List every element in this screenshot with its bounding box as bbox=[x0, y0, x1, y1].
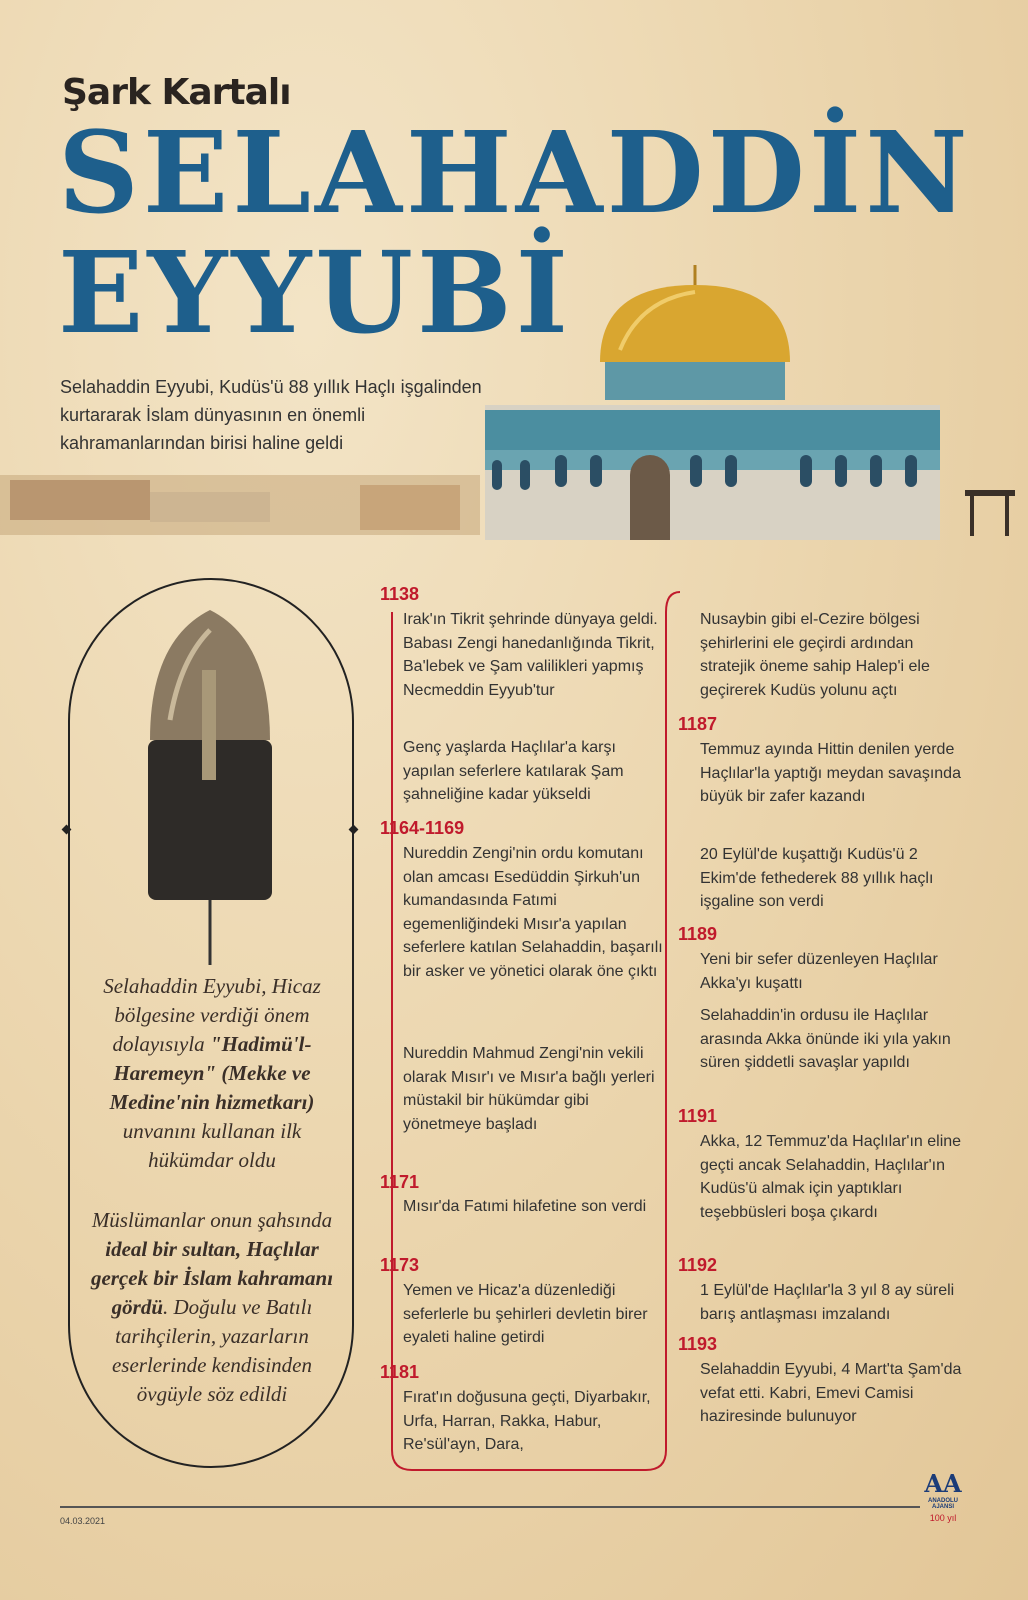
subtitle: Selahaddin Eyyubi, Kudüs'ü 88 yıllık Haçlı işgalinden kurtararak İslam dünyasının en önemli kahramanlarından birisi haline geldi bbox=[60, 377, 482, 453]
event-text: Irak'ın Tikrit şehrinde dünyaya geldi. Babası Zengi hanedanlığında Tikrit, Ba'lebek ve Şam valilikleri yapmış Necmeddin Eyyub'tur bbox=[403, 611, 658, 699]
event-text: Mısır'da Fatımi hilafetine son verdi bbox=[403, 1198, 647, 1215]
quote-2: Müslümanlar onun şahsında ideal bir sultan, Haçlılar gerçek bir İslam kahramanı gördü. Doğulu ve Batılı tarihçilerin, yazarların eserlerinde kendisinden övgüyle söz edildi bbox=[90, 1208, 334, 1406]
logo-text: ANADOLU AJANSI bbox=[928, 1498, 958, 1510]
event-text: Akka, 12 Temmuz'da Haçlılar'ın eline geçti ancak Selahaddin, Haçlılar'ın Kudüs'ü almak için yaptıkları teşebbüsleri boşa çıkardı bbox=[700, 1133, 962, 1221]
anadolu-ajansi-logo bbox=[918, 1470, 968, 1523]
helmet-illustration bbox=[140, 600, 280, 970]
event-text: 20 Eylül'de kuşattığı Kudüs'ü 2 Ekim'de fethederek 88 yıllık haçlı işgaline son verdi bbox=[700, 846, 934, 910]
kicker: Şark Kartalı bbox=[62, 72, 291, 113]
logo-mark: AA bbox=[924, 1469, 962, 1498]
year-1171: 1171 bbox=[380, 1172, 420, 1192]
timeline-connector bbox=[380, 590, 700, 1490]
event-text: Nureddin Zengi'nin ordu komutanı olan amcası Esedüddin Şirkuh'un kumandasında Fatımi egemenliğindeki Mısır'a yapılan seferlere katılan Selahaddin, başarılı bir asker ve yönetici olarak öne çıktı bbox=[403, 845, 663, 980]
event-text: Selahaddin'in ordusu ile Haçlılar arasında Akka önünde iki yıla yakın süren şiddetli savaşlar yapıldı bbox=[700, 1007, 951, 1071]
year-1173: 1173 bbox=[380, 1255, 420, 1275]
year-1189: 1189 bbox=[678, 924, 718, 944]
quote-1: Selahaddin Eyyubi, Hicaz bölgesine verdiği önem dolayısıyla "Hadimü'l-Haremeyn" (Mekke ve Medine'nin hizmetkarı) unvanını kullanan ilk hükümdar oldu bbox=[103, 974, 321, 1172]
year-1138: 1138 bbox=[380, 584, 420, 604]
title-line-1: SELAHADDİN bbox=[58, 108, 972, 239]
event-text: Genç yaşlarda Haçlılar'a karşı yapılan seferlere katılarak Şam şahneliğine kadar yükseldi bbox=[403, 739, 624, 803]
event-text: Nusaybin gibi el-Cezire bölgesi şehirlerini ele geçirdi ardından stratejik öneme sahip Halep'i ele geçirerek Kudüs yolunu açtı bbox=[700, 611, 930, 699]
event-text: Yemen ve Hicaz'a düzenlediği seferlerle bu şehirleri devletin birer eyaleti haline getirdi bbox=[403, 1282, 648, 1346]
year-1193: 1193 bbox=[678, 1334, 718, 1354]
year-1192: 1192 bbox=[678, 1255, 718, 1275]
anniversary-mark: 100 yıl bbox=[929, 1513, 957, 1523]
event-text: Selahaddin Eyyubi, 4 Mart'ta Şam'da vefat etti. Kabri, Emevi Camisi haziresinde bulunuyor bbox=[700, 1361, 962, 1425]
year-1187: 1187 bbox=[678, 714, 718, 734]
year-1181: 1181 bbox=[380, 1362, 420, 1382]
event-text: Temmuz ayında Hittin denilen yerde Haçlılar'la yaptığı meydan savaşında büyük bir zafer kazandı bbox=[700, 741, 961, 805]
title-line-2: EYYUBİ bbox=[58, 228, 572, 359]
event-text: Nureddin Mahmud Zengi'nin vekili olarak Mısır'ı ve Mısır'a bağlı yerleri müstakil bir hükümdar gibi yönetmeye başladı bbox=[403, 1045, 655, 1133]
footer-divider bbox=[60, 1506, 920, 1508]
year-1191: 1191 bbox=[678, 1106, 718, 1126]
publish-date: 04.03.2021 bbox=[60, 1516, 106, 1526]
event-text: Fırat'ın doğusuna geçti, Diyarbakır, Urfa, Harran, Rakka, Habur, Re'sül'ayn, Dara, bbox=[403, 1389, 651, 1453]
event-text: 1 Eylül'de Haçlılar'la 3 yıl 8 ay süreli barış antlaşması imzalandı bbox=[700, 1282, 955, 1323]
event-text: Yeni bir sefer düzenleyen Haçlılar Akka'yı kuşattı bbox=[700, 951, 938, 992]
year-1164-1169: 1164-1169 bbox=[380, 818, 465, 838]
